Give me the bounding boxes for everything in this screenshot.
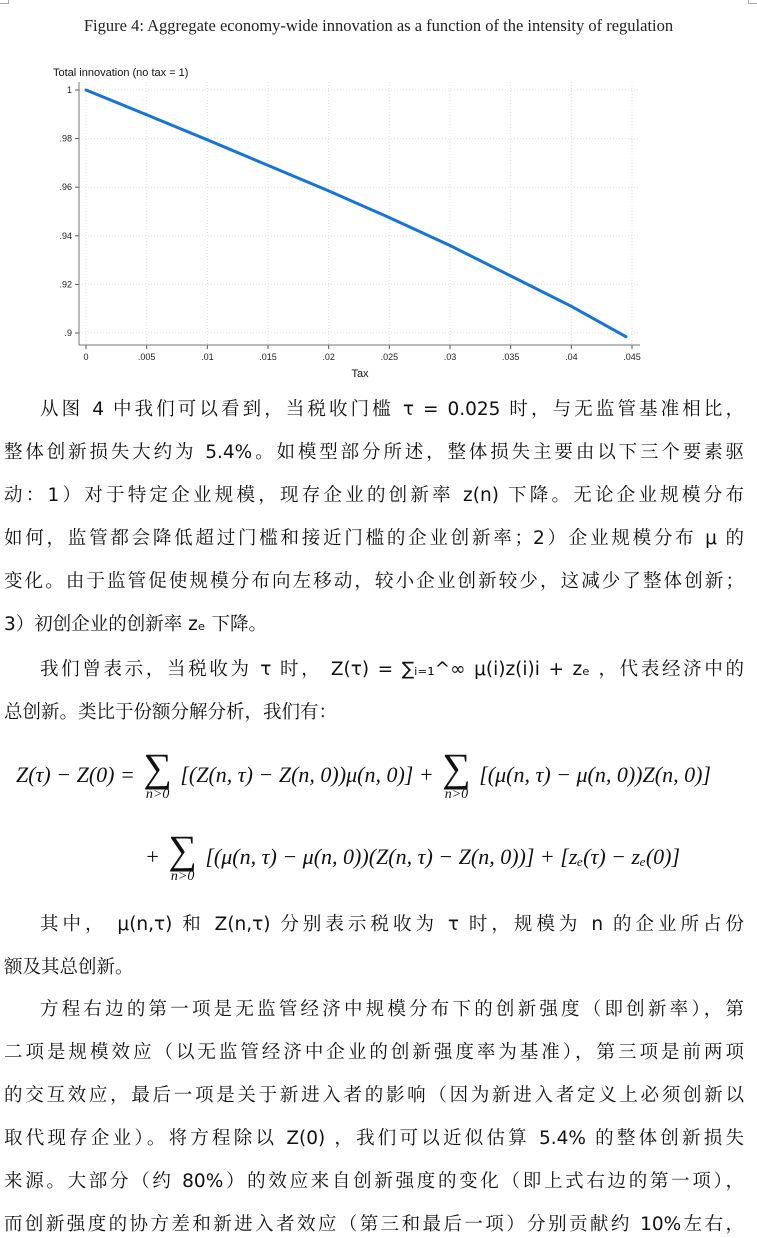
x-tick-label: .035 <box>501 352 520 362</box>
x-tick-label: .015 <box>259 352 277 362</box>
sum-symbol: ∑ <box>168 827 197 872</box>
page-corner-mark <box>0 0 9 4</box>
text-line: 变化。由于监管促使规模分布向左移动，较小企业创新较少，这减少了整体创新； <box>4 571 744 592</box>
equation-plus: + <box>145 844 160 869</box>
x-tick-label: .03 <box>443 352 457 362</box>
text-line: 如何，监管都会降低超过门槛和接近门槛的企业创新率；2）企业规模分布 μ 的 <box>4 528 744 549</box>
text-line: 额及其总创新。 <box>4 957 134 978</box>
x-tick-label: .01 <box>201 352 214 362</box>
y-tick-label: 1 <box>66 85 72 95</box>
x-tick-label: .005 <box>137 352 156 362</box>
text-line: 动：1）对于特定企业规模，现存企业的创新率 z(n) 下降。无论企业规模分布 <box>4 485 744 506</box>
y-axis-label: Total innovation (no tax = 1) <box>53 67 189 79</box>
text-line: 的交互效应，最后一项是关于新进入者的影响（因为新进入者定义上必须创新以 <box>4 1085 744 1106</box>
equation-term-3: [(μ(n, τ) − μ(n, 0))(Z(n, τ) − Z(n, 0))] + [zₑ(τ) − zₑ(0)] <box>205 844 681 869</box>
sum-symbol: ∑ <box>442 745 471 790</box>
y-tick-label: .9 <box>64 328 72 338</box>
equation-line-2 <box>145 827 681 884</box>
y-tick-label: .98 <box>59 133 72 144</box>
y-tick-label: .94 <box>59 230 72 241</box>
text-line: 我们曾表示，当税收为 τ 时， Z(τ) = ∑ᵢ₌₁^∞ μ(i)z(i)i + zₑ ，代表经济中的 <box>40 659 744 680</box>
line-chart <box>0 60 757 380</box>
text-line: 取代现存企业）。将方程除以 Z(0) ，我们可以近似估算 5.4% 的整体创新损失 <box>4 1128 744 1149</box>
text-line: 从图 4 中我们可以看到，当税收门槛 τ = 0.025 时，与无监管基准相比， <box>40 399 744 420</box>
equation-term-2: [(μ(n, τ) − μ(n, 0))Z(n, 0)] <box>479 762 711 787</box>
x-tick-label: 0 <box>83 352 89 362</box>
x-tick-label: .04 <box>565 352 578 362</box>
x-tick-label: .025 <box>380 352 399 362</box>
text-line: 方程右边的第一项是无监管经济中规模分布下的创新强度（即创新率），第 <box>40 999 744 1020</box>
page-corner-mark <box>748 0 757 4</box>
sum-subscript: n>0 <box>444 787 469 802</box>
y-tick-label: .96 <box>59 182 72 193</box>
text-line: 来源。大部分（约 80%）的效应来自创新强度的变化（即上式右边的第一项）， <box>4 1171 744 1192</box>
figure-caption: Figure 4: Aggregate economy-wide innovation as a function of the intensity of regulation <box>83 16 674 35</box>
text-line: 而创新强度的协方差和新进入者效应（第三和最后一项）分别贡献约 10%左右， <box>4 1214 744 1235</box>
equation-line-1 <box>16 745 711 802</box>
x-tick-label: .045 <box>623 352 641 362</box>
sum-subscript: n>0 <box>170 869 195 884</box>
equation-term-1: [(Z(n, τ) − Z(n, 0))μ(n, 0)] + <box>180 762 434 787</box>
x-axis-label: Tax <box>351 368 369 380</box>
text-line: 其中， μ(n,τ) 和 Z(n,τ) 分别表示税收为 τ 时，规模为 n 的企业所占份 <box>40 914 744 935</box>
equation-lhs: Z(τ) − Z(0) = <box>16 762 135 787</box>
text-line: 二项是规模效应（以无监管经济中企业的创新强度率为基准），第三项是前两项 <box>4 1042 744 1063</box>
text-line: 总创新。类比于份额分解分析，我们有： <box>4 702 338 723</box>
text-line: 整体创新损失大约为 5.4%。如模型部分所述，整体损失主要由以下三个要素驱 <box>4 442 744 463</box>
sum-subscript: n>0 <box>145 787 170 802</box>
text-line: 3）初创企业的创新率 zₑ 下降。 <box>4 614 267 635</box>
series-line <box>86 90 626 337</box>
y-tick-label: .92 <box>59 279 72 290</box>
x-tick-label: .02 <box>322 352 335 362</box>
sum-symbol: ∑ <box>143 745 172 790</box>
